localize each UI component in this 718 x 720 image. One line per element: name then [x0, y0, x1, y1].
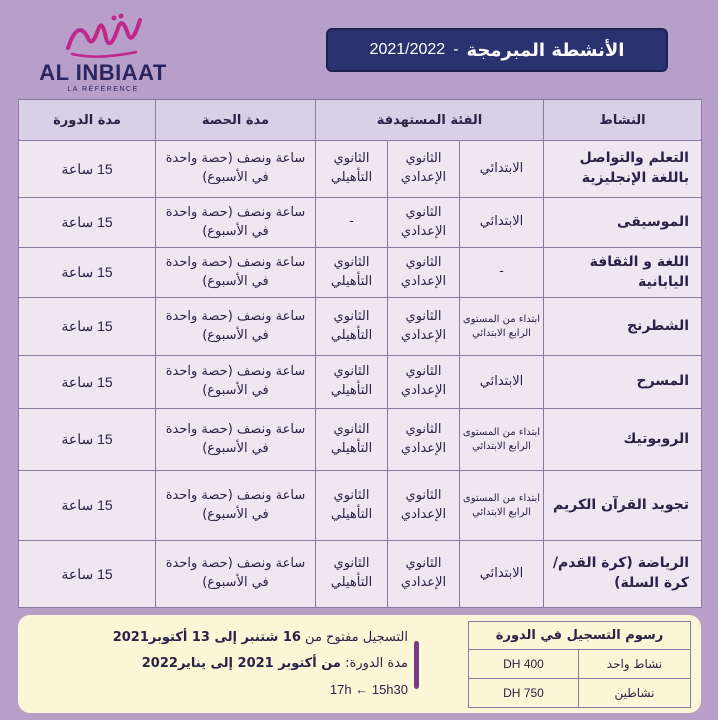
middle-cell: الثانوي الإعدادي — [388, 356, 460, 409]
middle-cell: الثانوي الإعدادي — [388, 471, 460, 541]
course-cell: 15 ساعة — [19, 298, 156, 356]
table-row — [19, 298, 702, 356]
header-course: مدة الدورة — [19, 100, 156, 141]
duration-line — [78, 651, 408, 677]
fees-label: نشاطين — [579, 679, 691, 708]
high-cell: الثانوي التأهيلي — [316, 409, 388, 471]
duration-prefix: مدة الدورة: — [345, 656, 408, 671]
page-title-separator: - — [453, 41, 459, 58]
fees-header-row — [469, 622, 691, 650]
session-cell: ساعة ونصف (حصة واحدة في الأسبوع) — [156, 298, 316, 356]
activity-cell: الرياضة (كرة القدم/ كرة السلة) — [544, 541, 702, 608]
footer-panel — [18, 615, 701, 713]
divider-bar — [414, 641, 419, 689]
high-cell: الثانوي التأهيلي — [316, 541, 388, 608]
page-title — [326, 28, 668, 72]
primary-cell: - — [460, 248, 544, 298]
high-cell: الثانوي التأهيلي — [316, 141, 388, 198]
activity-cell: تجويد القرآن الكريم — [544, 471, 702, 541]
middle-cell: الثانوي الإعدادي — [388, 248, 460, 298]
duration-range: من أكتوبر 2021 إلى يناير2022 — [141, 656, 341, 671]
session-cell: ساعة ونصف (حصة واحدة في الأسبوع) — [156, 409, 316, 471]
fees-label: نشاط واحد — [579, 650, 691, 679]
course-cell: 15 ساعة — [19, 141, 156, 198]
fees-row — [469, 679, 691, 708]
middle-cell: الثانوي الإعدادي — [388, 141, 460, 198]
registration-info — [78, 625, 408, 703]
primary-cell: ابتداء من المستوى الرابع الابتدائي — [460, 471, 544, 541]
fees-price: 400 DH — [469, 650, 579, 679]
middle-cell: الثانوي الإعدادي — [388, 298, 460, 356]
activity-cell: الموسيقى — [544, 198, 702, 248]
session-cell: ساعة ونصف (حصة واحدة في الأسبوع) — [156, 541, 316, 608]
middle-cell: الثانوي الإعدادي — [388, 541, 460, 608]
table-row — [19, 198, 702, 248]
session-cell: ساعة ونصف (حصة واحدة في الأسبوع) — [156, 471, 316, 541]
activity-cell: الشطرنج — [544, 298, 702, 356]
session-cell: ساعة ونصف (حصة واحدة في الأسبوع) — [156, 248, 316, 298]
header-target: الفئة المستهدفة — [316, 100, 544, 141]
registration-prefix: التسجيل مفتوح من — [305, 630, 408, 645]
primary-cell: الابتدائي — [460, 541, 544, 608]
primary-cell: الابتدائي — [460, 198, 544, 248]
session-cell: ساعة ونصف (حصة واحدة في الأسبوع) — [156, 141, 316, 198]
logo-brand: AL INBIAAT — [39, 60, 167, 85]
session-time: 17h ← 15h30 — [329, 682, 408, 697]
high-cell: - — [316, 198, 388, 248]
header-activity: النشاط — [544, 100, 702, 141]
course-cell: 15 ساعة — [19, 471, 156, 541]
header-session: مدة الحصة — [156, 100, 316, 141]
logo-tagline: LA RÉFÉRENCE — [67, 86, 139, 93]
middle-cell: الثانوي الإعدادي — [388, 198, 460, 248]
registration-line — [78, 625, 408, 651]
activities-table — [18, 99, 702, 608]
course-cell: 15 ساعة — [19, 198, 156, 248]
logo — [28, 8, 178, 100]
session-cell: ساعة ونصف (حصة واحدة في الأسبوع) — [156, 198, 316, 248]
middle-cell: الثانوي الإعدادي — [388, 409, 460, 471]
page-title-text: الأنشطة المبرمجة — [466, 39, 625, 61]
page-title-year: 2021/2022 — [369, 41, 446, 58]
course-cell: 15 ساعة — [19, 541, 156, 608]
high-cell: الثانوي التأهيلي — [316, 298, 388, 356]
primary-cell: ابتداء من المستوى الرابع الابتدائي — [460, 409, 544, 471]
fees-table — [468, 621, 691, 708]
activity-cell: المسرح — [544, 356, 702, 409]
primary-cell: ابتداء من المستوى الرابع الابتدائي — [460, 298, 544, 356]
table-row — [19, 141, 702, 198]
high-cell: الثانوي التأهيلي — [316, 471, 388, 541]
high-cell: الثانوي التأهيلي — [316, 356, 388, 409]
table-row — [19, 409, 702, 471]
course-cell: 15 ساعة — [19, 409, 156, 471]
fees-row — [469, 650, 691, 679]
table-row — [19, 248, 702, 298]
primary-cell: الابتدائي — [460, 356, 544, 409]
activity-cell: اللغة و الثقافة اليابانية — [544, 248, 702, 298]
fees-price: 750 DH — [469, 679, 579, 708]
course-cell: 15 ساعة — [19, 248, 156, 298]
fees-title: رسوم التسجيل في الدورة — [469, 622, 691, 650]
activity-cell: التعلم والتواصل باللغة الإنجليزية — [544, 141, 702, 198]
course-cell: 15 ساعة — [19, 356, 156, 409]
registration-dates: 16 شتنبر إلى 13 أكتوبر2021 — [112, 630, 301, 645]
logo-mark-icon — [58, 8, 148, 62]
table-row — [19, 541, 702, 608]
activity-cell: الروبوتيك — [544, 409, 702, 471]
high-cell: الثانوي التأهيلي — [316, 248, 388, 298]
session-cell: ساعة ونصف (حصة واحدة في الأسبوع) — [156, 356, 316, 409]
table-row — [19, 356, 702, 409]
primary-cell: الابتدائي — [460, 141, 544, 198]
table-header-row — [19, 100, 702, 141]
table-row — [19, 471, 702, 541]
